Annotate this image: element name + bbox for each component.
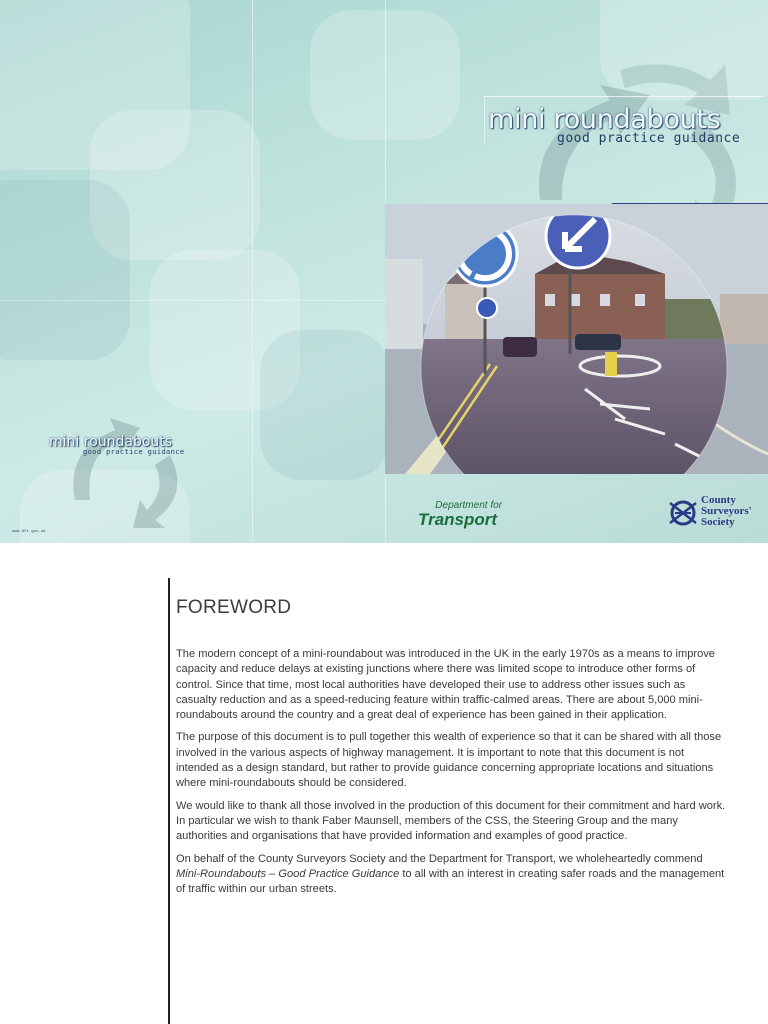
dft-logo-small-text: Department for [435, 500, 502, 511]
cover-photo [385, 204, 768, 474]
back-subtitle: good practice guidance [83, 448, 185, 456]
cover-title: mini roundabouts [488, 104, 721, 135]
css-logo-line: Surveyors' [701, 505, 752, 517]
css-logo [668, 495, 764, 531]
css-logo-line: Society [701, 516, 735, 528]
foreword-paragraph: We would like to thank all those involved in the production of this document for their commitment and hard work. In particular we wish to thank Faber Maunsell, members of the CSS, the Steering Group and the many authorities and organisations that have provided information and examples of good practice. [176, 799, 726, 843]
foreword-paragraph: The purpose of this document is to pull together this wealth of experience so that it can be shared with all those involved in the various aspects of highway management. It is important to note that this document is not intended as a design standard, but rather to provide guidance concerning appropriate locations and situations where mini-roundabouts should be considered. [176, 731, 722, 790]
page-margin-rule [168, 578, 170, 1024]
foreword-paragraph: The modern concept of a mini-roundabout was introduced in the UK in the early 1970s as a means to improve capacity and reduce delays at existing junctions where there was limited scope to introduce other forms of control. Since that time, most local authorities have developed their use to address other issues such as casualty reduction and as a speed-reducing feature within traffic-calmed areas. There are about 5,000 mini-roundabouts around the country and a great deal of experience has been gained in their application. [176, 648, 715, 722]
css-emblem-icon [668, 498, 698, 528]
circulating-arrows-icon [55, 410, 195, 530]
css-logo-text [701, 495, 752, 528]
background-tile [0, 180, 130, 360]
grid-line [252, 0, 253, 543]
foreword-heading: FOREWORD [176, 597, 292, 618]
foreword-body [176, 647, 726, 904]
foreword-text: to all with an interest in creating safer roads and the management of traffic within our urban streets. [176, 867, 725, 896]
dft-logo [418, 500, 508, 529]
back-title: mini roundabouts [49, 434, 173, 450]
background-tile [260, 330, 390, 480]
foreword-paragraph [176, 852, 726, 898]
css-logo-line: County [701, 494, 736, 506]
document-title-reference: Mini-Roundabouts – Good Practice Guidance [176, 867, 400, 880]
foreword-text: On behalf of the County Surveyors Society and the Department for Transport, we wholeheartedly commend [176, 852, 703, 865]
dft-logo-big-text: Transport [418, 510, 498, 529]
cover-subtitle: good practice guidance [557, 131, 741, 146]
footer-url: www.dft.gov.uk [12, 530, 46, 534]
